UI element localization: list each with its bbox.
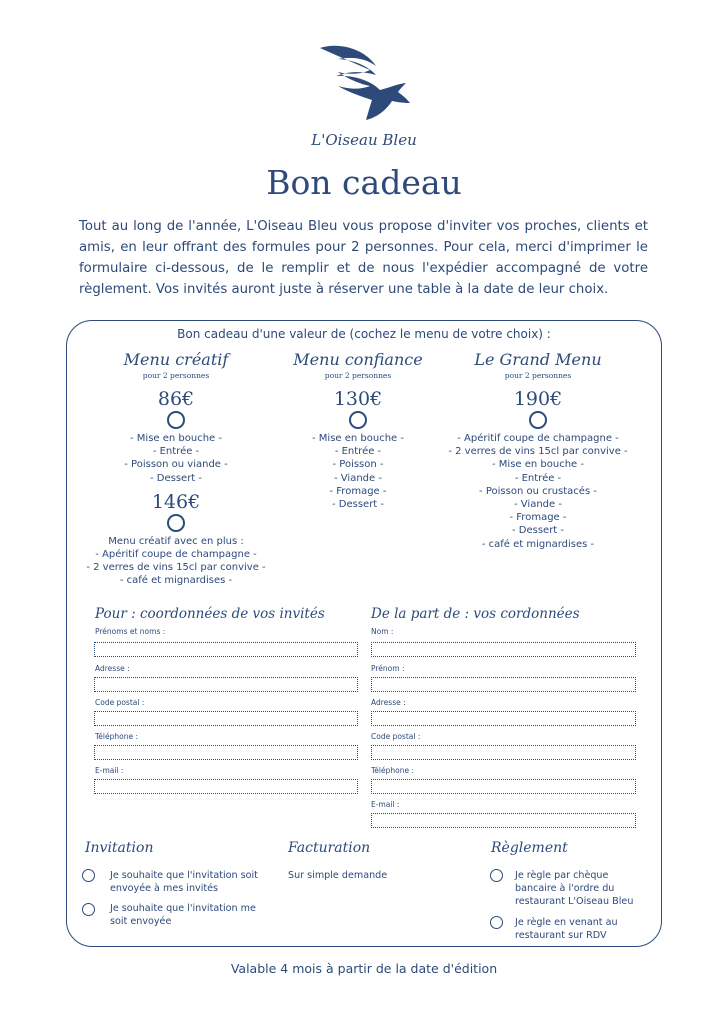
guest-address-field[interactable] xyxy=(94,677,358,692)
menu-item: - Mise en bouche - xyxy=(492,459,584,471)
menu-item: - Apéritif coupe de champagne - xyxy=(457,433,619,444)
guest-postcode-label: Code postal : xyxy=(95,698,145,707)
brand-name: L'Oiseau Bleu xyxy=(311,131,417,149)
guest-address-label: Adresse : xyxy=(95,664,130,673)
menu-item: - Fromage - xyxy=(329,485,387,497)
sender-email-label: E-mail : xyxy=(371,800,400,809)
card-heading: Bon cadeau d'une valeur de (cochez le menu de votre choix) : xyxy=(177,327,551,341)
menu-item: - Fromage - xyxy=(509,512,567,524)
menu-item: - café et mignardises - xyxy=(481,538,595,550)
menu-grand-price: 190€ xyxy=(513,388,563,410)
sender-phone-field[interactable] xyxy=(371,779,636,794)
guest-phone-field[interactable] xyxy=(94,745,358,760)
menu-creatif-subtitle: pour 2 personnes xyxy=(142,371,210,380)
intro-paragraph: Tout au long de l'année, L'Oiseau Bleu vous propose d'inviter vos proches, clients et amis, en leur offrant des formules pour 2 personnes. Pour cela, merci d'imprimer le formulaire ci-dessous, de le remplir et de nous l'expédier accompagné de votre règlement. Vos invités auront juste à réserver une table à la date de leur choix. xyxy=(79,219,648,297)
menu-item: Menu créatif avec en plus : xyxy=(108,535,244,547)
guest-names-label: Prénoms et noms : xyxy=(95,627,166,636)
menu-item: - Viande - xyxy=(334,472,382,484)
menu-grand xyxy=(438,350,638,551)
menu-item: - Dessert - xyxy=(149,472,203,484)
menu-creatif-plus-items xyxy=(76,535,276,588)
menu-item: - Entrée - xyxy=(514,472,562,484)
invitation-to-guests-radio[interactable] xyxy=(82,869,95,882)
menu-creatif xyxy=(76,350,276,588)
payment-onsite-radio[interactable] xyxy=(490,916,503,929)
payment-cheque-radio[interactable] xyxy=(490,869,503,882)
menu-item: - Dessert - xyxy=(331,499,385,511)
menu-creatif-radio[interactable] xyxy=(167,411,185,429)
payment-cheque-label: Je règle par chèque bancaire à l'ordre du restaurant L'Oiseau Bleu xyxy=(515,870,634,907)
sender-email-field[interactable] xyxy=(371,813,636,828)
sender-address-label: Adresse : xyxy=(371,698,406,707)
menu-item: - 2 verres de vins 15cl par convive - xyxy=(86,562,266,574)
menu-item: - 2 verres de vins 15cl par convive - xyxy=(448,446,628,458)
menu-confiance-subtitle: pour 2 personnes xyxy=(324,371,392,380)
facturation-title: Facturation xyxy=(288,840,371,856)
menu-confiance-price: 130€ xyxy=(333,388,383,410)
sender-firstname-field[interactable] xyxy=(371,677,636,692)
validity-footer: Valable 4 mois à partir de la date d'édition xyxy=(230,961,498,976)
invitation-to-me-label: Je souhaite que l'invitation me soit envoyée xyxy=(110,903,256,927)
sender-lastname-label: Nom : xyxy=(371,627,394,636)
menu-grand-items xyxy=(438,432,638,551)
sender-firstname-label: Prénom : xyxy=(371,664,405,673)
guest-names-field[interactable] xyxy=(94,642,358,657)
menu-confiance-title: Menu confiance xyxy=(293,350,423,369)
menu-item: - Poisson ou crustacés - xyxy=(479,485,597,497)
menu-item: - Dessert - xyxy=(511,525,565,537)
menu-item: - Viande - xyxy=(514,499,562,511)
menu-creatif-title: Menu créatif xyxy=(123,350,229,369)
menu-item: - Mise en bouche - xyxy=(312,433,404,444)
menu-creatif-items xyxy=(76,432,276,485)
invitation-to-me-radio[interactable] xyxy=(82,903,95,916)
guest-phone-label: Téléphone : xyxy=(95,732,139,741)
facturation-text: Sur simple demande xyxy=(288,870,388,881)
guest-email-field[interactable] xyxy=(94,779,358,794)
guest-postcode-field[interactable] xyxy=(94,711,358,726)
menu-confiance xyxy=(258,350,458,511)
menu-item: - Entrée - xyxy=(152,446,200,458)
menu-item: - café et mignardises - xyxy=(119,575,233,587)
menu-grand-radio[interactable] xyxy=(529,411,547,429)
menu-grand-subtitle: pour 2 personnes xyxy=(504,371,572,380)
menu-confiance-radio[interactable] xyxy=(349,411,367,429)
guest-email-label: E-mail : xyxy=(95,766,124,775)
sender-postcode-label: Code postal : xyxy=(371,732,421,741)
page-title: Bon cadeau xyxy=(266,163,462,202)
guests-section-title: Pour : coordonnées de vos invités xyxy=(95,606,325,622)
menu-item: - Poisson - xyxy=(332,459,384,471)
bird-logo-icon xyxy=(318,44,413,122)
sender-address-field[interactable] xyxy=(371,711,636,726)
menu-grand-title: Le Grand Menu xyxy=(474,350,602,369)
sender-postcode-field[interactable] xyxy=(371,745,636,760)
payment-onsite-label: Je règle en venant au restaurant sur RDV xyxy=(515,917,618,941)
menu-item: - Poisson ou viande - xyxy=(124,459,228,471)
sender-lastname-field[interactable] xyxy=(371,642,636,657)
invitation-to-guests-label: Je souhaite que l'invitation soit envoyée à mes invités xyxy=(110,870,258,894)
menu-item: - Entrée - xyxy=(334,446,382,458)
menu-creatif-price: 86€ xyxy=(157,388,195,410)
menu-item: - Apéritif coupe de champagne - xyxy=(95,549,257,561)
sender-phone-label: Téléphone : xyxy=(371,766,415,775)
menu-item: - Mise en bouche - xyxy=(130,433,222,444)
sender-section-title: De la part de : vos cordonnées xyxy=(371,606,580,622)
menu-confiance-items xyxy=(258,432,458,511)
menu-creatif-plus-price: 146€ xyxy=(151,490,201,513)
reglement-title: Règlement xyxy=(491,840,568,856)
menu-creatif-plus-radio[interactable] xyxy=(167,514,185,532)
invitation-title: Invitation xyxy=(85,840,154,856)
